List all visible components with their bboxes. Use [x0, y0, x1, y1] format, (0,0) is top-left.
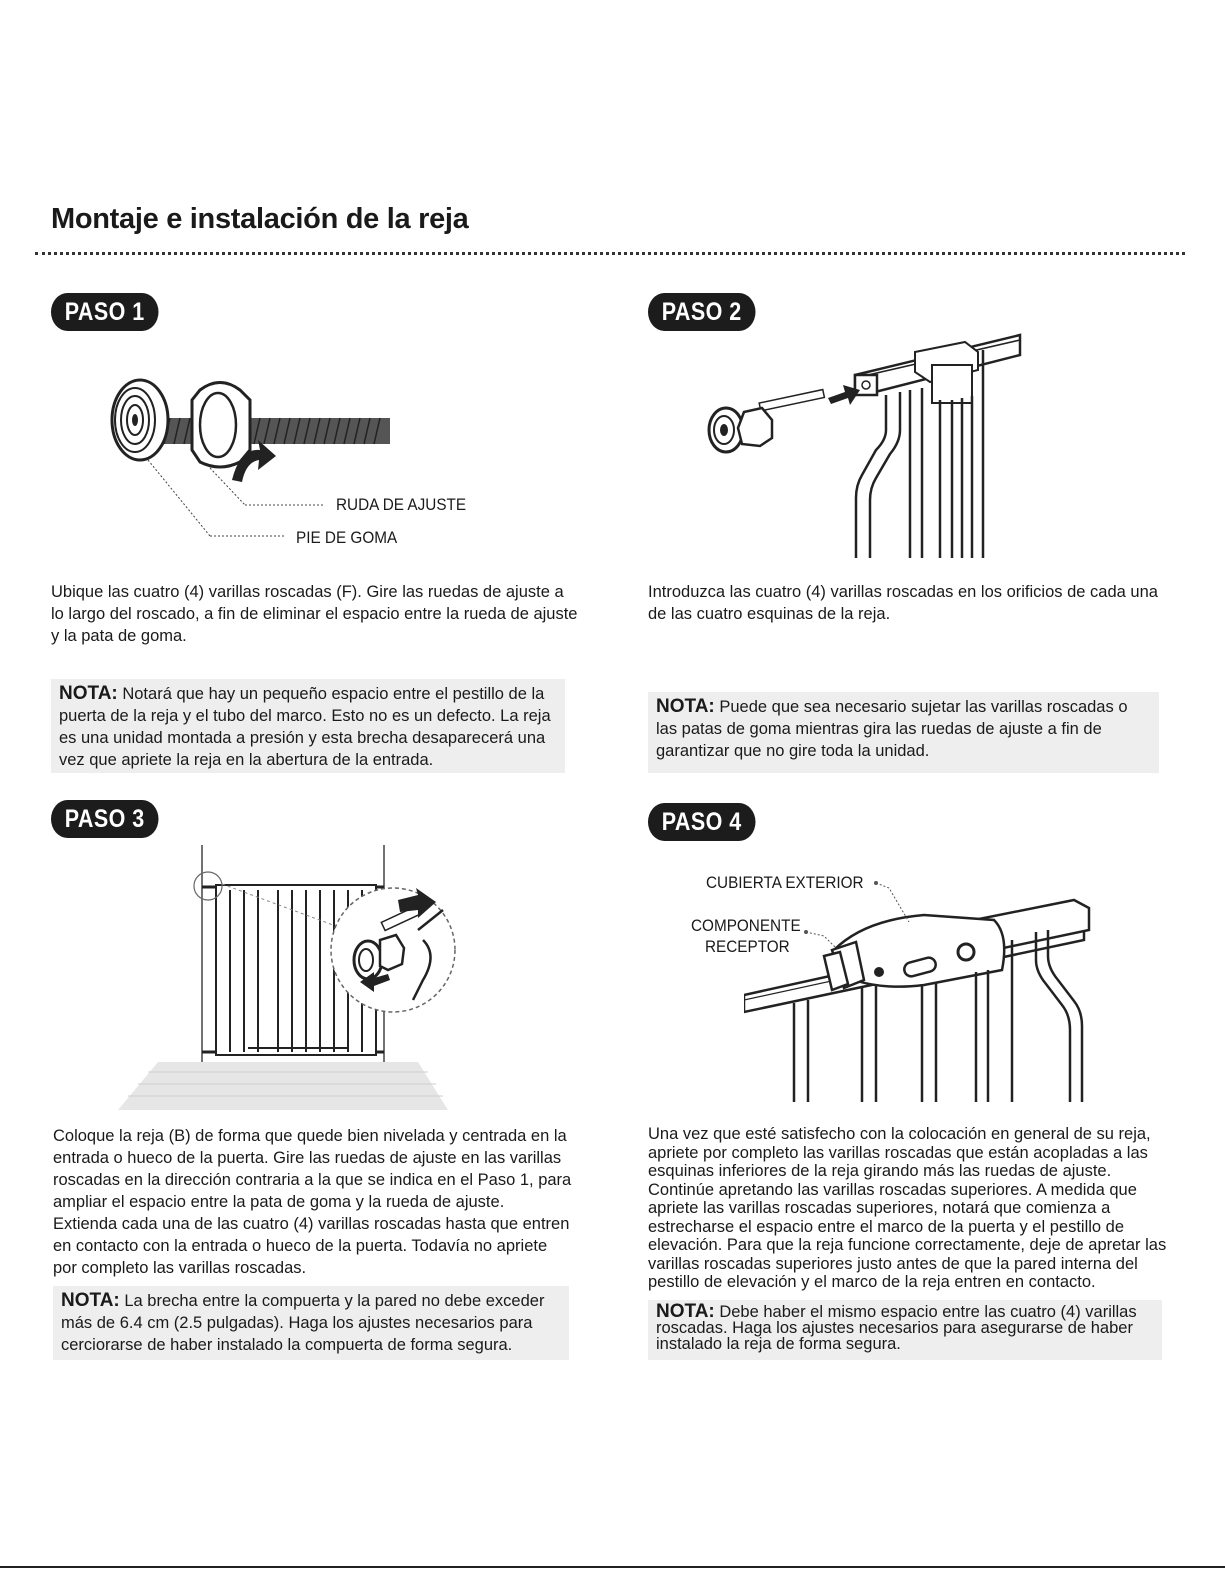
- step3-gate-in-doorway-illustration: [118, 840, 458, 1112]
- step2-gate-corner-illustration: [700, 330, 1030, 558]
- step3-badge: PASO 3: [51, 800, 158, 838]
- step4-note: [648, 1300, 1162, 1360]
- page-title: Montaje e instalación de la reja: [51, 203, 469, 235]
- label-outer-cover: CUBIERTA EXTERIOR: [706, 873, 864, 892]
- step3-note: [53, 1286, 569, 1360]
- step1-threaded-rod-illustration: [100, 370, 400, 550]
- label-receiver-line1: COMPONENTE: [691, 916, 801, 935]
- step4-latch-detail-illustration: [744, 880, 1104, 1102]
- step2-note: [648, 692, 1159, 773]
- step4-badge: PASO 4: [648, 803, 755, 841]
- note-text: La brecha entre la compuerta y la pared no debe exceder más de 6.4 cm (2.5 pulgadas). Haga los ajustes necesarios para cerciorarse de haber instalado la compuerta de forma segura.: [61, 1292, 545, 1354]
- label-receiver-line2: RECEPTOR: [705, 937, 790, 956]
- note-label: NOTA:: [59, 683, 118, 704]
- note-text: Notará que hay un pequeño espacio entre el pestillo de la puerta de la reja y el tubo del marco. Esto no es un defecto. La reja es una unidad montada a presión y esta brecha desaparecerá una vez que apriete la reja en la abertura de la entrada.: [59, 685, 551, 769]
- label-rubber-foot: PIE DE GOMA: [296, 528, 398, 547]
- step1-note: [51, 679, 565, 773]
- note-label: NOTA:: [656, 1301, 715, 1322]
- step1-description: Ubique las cuatro (4) varillas roscadas (F). Gire las ruedas de ajuste a lo largo del roscado, a fin de eliminar el espacio entre la rueda de ajuste y la pata de goma.: [51, 583, 578, 645]
- step2-description: Introduzca las cuatro (4) varillas roscadas en los orificios de cada una de las cuatro esquinas de la reja.: [648, 583, 1158, 623]
- note-text: Debe haber el mismo espacio entre las cuatro (4) varillas roscadas. Haga los ajustes necesarios para asegurarse de haber instalado la reja de forma segura.: [656, 1303, 1137, 1353]
- step2-badge: PASO 2: [648, 293, 755, 331]
- bottom-rule: [0, 1566, 1225, 1568]
- label-adjustment-wheel: RUDA DE AJUSTE: [336, 495, 467, 514]
- step1-badge: PASO 1: [51, 293, 158, 331]
- step4-description: Una vez que esté satisfecho con la colocación en general de su reja, apriete por completo las varillas roscadas que están acopladas a las esquinas inferiores de la reja girando más las ruedas de ajuste. Continúe apretando las varillas roscadas superiores. A medida que apriete las varillas roscadas superiores, notará que comienza a estrecharse el espacio entre el marco de la puerta y el pestillo de elevación. Para que la reja funcione correctamente, deje de apretar las varillas roscadas superiores justo antes de que la pared interna del pestillo de elevación y el marco de la reja entren en contacto.: [648, 1125, 1167, 1291]
- step3-description: Coloque la reja (B) de forma que quede bien nivelada y centrada en la entrada o hueco de la puerta. Gire las ruedas de ajuste en las varillas roscadas en la dirección contraria a la que se indica en el Paso 1, para ampliar el espacio entre la pata de goma y la rueda de ajuste. Extienda cada una de las cuatro (4) varillas roscadas hasta que entren en contacto con la entrada o hueco de la puerta. Todavía no apriete por completo las varillas roscadas.: [53, 1127, 572, 1277]
- dotted-divider: [35, 252, 1185, 255]
- note-label: NOTA:: [656, 696, 715, 717]
- note-text: Puede que sea necesario sujetar las varillas roscadas o las patas de goma mientras gira las ruedas de ajuste a fin de garantizar que no gire toda la unidad.: [656, 698, 1128, 760]
- note-label: NOTA:: [61, 1290, 120, 1311]
